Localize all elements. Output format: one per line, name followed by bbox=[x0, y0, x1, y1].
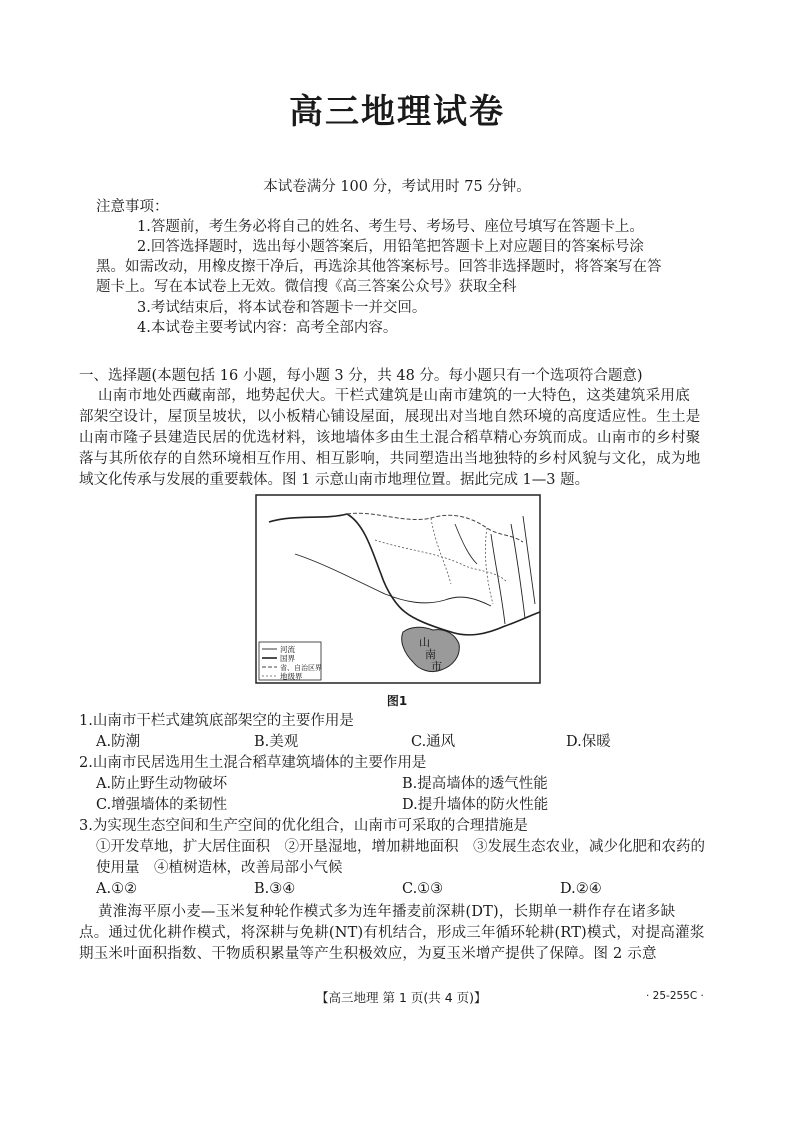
passage-line: 落与其所依存的自然环境相互作用、相互影响，共同塑造出当地独特的乡村风貌与文化，成为地 bbox=[79, 451, 701, 467]
question-3-stem: 3.为实现生态空间和生产空间的优化组合，山南市可采取的合理措施是 bbox=[79, 818, 528, 834]
q1-option-c[interactable]: C.通风 bbox=[411, 734, 456, 750]
notice-line: 4.本试卷主要考试内容：高考全部内容。 bbox=[137, 320, 398, 336]
figure-1-caption: 图1 bbox=[386, 694, 408, 708]
region-label-2: 南 bbox=[425, 648, 436, 661]
passage-line: 山南市地处西藏南部，地势起伏大。干栏式建筑是山南市建筑的一大特色，这类建筑采用底 bbox=[98, 388, 690, 404]
exam-code: · 25-255C · bbox=[646, 990, 704, 1002]
question-1-stem: 1.山南市干栏式建筑底部架空的主要作用是 bbox=[79, 713, 354, 729]
q2-option-b[interactable]: B.提高墙体的透气性能 bbox=[402, 776, 548, 792]
q1-option-d[interactable]: D.保暖 bbox=[566, 734, 611, 750]
passage2-line: 点。通过优化耕作模式，将深耕与免耕(NT)有机结合，形成三年循环轮耕(RT)模式，对提高灌浆 bbox=[79, 925, 705, 941]
q3-option-b[interactable]: B.③④ bbox=[254, 881, 296, 897]
q2-option-c[interactable]: C.增强墙体的柔韧性 bbox=[96, 797, 228, 813]
q2-option-d[interactable]: D.提升墙体的防火性能 bbox=[402, 797, 549, 813]
passage2-line: 期玉米叶面积指数、干物质积累量等产生积极效应，为夏玉米增产提供了保障。图 2 示意 bbox=[79, 946, 657, 962]
q3-option-d[interactable]: D.②④ bbox=[560, 881, 602, 897]
legend-river: 河流 bbox=[280, 645, 295, 654]
q3-option-a[interactable]: A.①② bbox=[96, 881, 138, 897]
passage-line: 域文化传承与发展的重要载体。图 1 示意山南市地理位置。据此完成 1—3 题。 bbox=[79, 472, 590, 488]
notice-line: 黑。如需改动，用橡皮擦干净后，再选涂其他答案标号。回答非选择题时，将答案写在答 bbox=[96, 259, 662, 275]
legend-national-border: 国界 bbox=[280, 654, 295, 663]
question-2-stem: 2.山南市民居选用生土混合稻草建筑墙体的主要作用是 bbox=[79, 755, 427, 771]
passage2-line: 黄淮海平原小麦—玉米复种轮作模式多为连年播麦前深耕(DT)，长期单一耕作存在诸多缺 bbox=[98, 904, 676, 920]
notice-line: 1.答题前，考生务必将自己的姓名、考生号、考场号、座位号填写在答题卡上。 bbox=[137, 219, 644, 235]
figure-1-map bbox=[255, 494, 541, 684]
q1-option-a[interactable]: A.防潮 bbox=[96, 734, 141, 750]
q1-option-b[interactable]: B.美观 bbox=[254, 734, 299, 750]
legend-prefecture-border: 地级界 bbox=[280, 672, 303, 681]
passage-line: 山南市隆子县建造民居的优选材料，该地墙体多由生土混合稻草精心夯筑而成。山南市的乡村聚 bbox=[79, 430, 701, 446]
question-3-stem-line: 使用量 ④植树造林，改善局部小气候 bbox=[96, 860, 343, 876]
tibet-map-graphic bbox=[255, 494, 541, 684]
region-label-1: 山 bbox=[419, 636, 430, 649]
region-label-3: 市 bbox=[431, 660, 442, 673]
exam-subtitle: 本试卷满分 100 分，考试用时 75 分钟。 bbox=[263, 179, 531, 195]
passage-line: 部架空设计，屋顶呈坡状，以小板精心铺设屋面，展现出对当地自然环境的高度适应性。生土是 bbox=[79, 409, 701, 425]
legend-province-border: 省、自治区界 bbox=[280, 664, 322, 672]
page-footer: 【高三地理 第 1 页(共 4 页)】 bbox=[316, 990, 487, 1005]
q3-option-c[interactable]: C.①③ bbox=[402, 881, 444, 897]
notice-line: 3.考试结束后，将本试卷和答题卡一并交回。 bbox=[137, 300, 427, 316]
exam-title: 高三地理试卷 bbox=[289, 92, 505, 132]
question-3-stem-line: ①开发草地，扩大居住面积 ②开垦湿地，增加耕地面积 ③发展生态农业，减少化肥和农药的 bbox=[96, 839, 705, 855]
notice-line: 题卡上。写在本试卷上无效。微信搜《高三答案公众号》获取全科 bbox=[96, 279, 517, 295]
q2-option-a[interactable]: A.防止野生动物破坏 bbox=[96, 776, 228, 792]
notice-heading: 注意事项： bbox=[96, 199, 169, 215]
notice-line: 2.回答选择题时，选出每小题答案后，用铅笔把答题卡上对应题目的答案标号涂 bbox=[137, 239, 644, 255]
section-heading: 一、选择题(本题包括 16 小题，每小题 3 分，共 48 分。每小题只有一个选项符合题意) bbox=[79, 368, 643, 384]
